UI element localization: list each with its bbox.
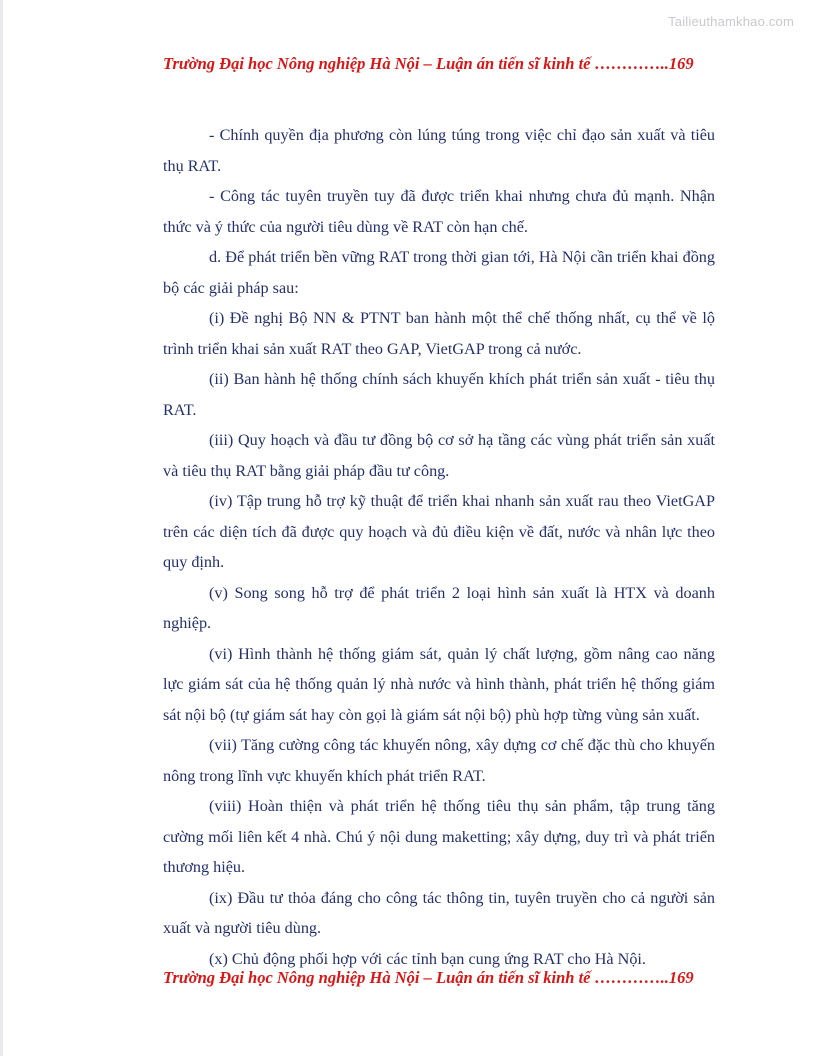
paragraph: (i) Đề nghị Bộ NN & PTNT ban hành một thể chế thống nhất, cụ thể về lộ trình triển khai sản xuất RAT theo GAP, VietGAP trong cả nước. [163,309,715,358]
paragraph: - Công tác tuyên truyền tuy đã được triển khai nhưng chưa đủ mạnh. Nhận thức và ý thức của người tiêu dùng về RAT còn hạn chế. [163,187,715,236]
page-footer: Trường Đại học Nông nghiệp Hà Nội – Luận án tiến sĩ kinh tế …………..169 [163,968,694,987]
paragraph: (ii) Ban hành hệ thống chính sách khuyến khích phát triển sản xuất - tiêu thụ RAT. [163,370,715,419]
paragraph: d. Để phát triển bền vững RAT trong thời gian tới, Hà Nội cần triển khai đồng bộ các giải pháp sau: [163,248,715,297]
paragraph: (ix) Đầu tư thỏa đáng cho công tác thông tin, tuyên truyền cho cả người sản xuất và người tiêu dùng. [163,888,715,937]
page-header: Trường Đại học Nông nghiệp Hà Nội – Luận án tiến sĩ kinh tế …………..169 [163,54,694,73]
paragraph: (iii) Quy hoạch và đầu tư đồng bộ cơ sở hạ tầng các vùng phát triển sản xuất và tiêu thụ RAT bằng giải pháp đầu tư công. [163,431,715,480]
paragraph: (viii) Hoàn thiện và phát triển hệ thống tiêu thụ sản phẩm, tập trung tăng cường mối liên kết 4 nhà. Chú ý nội dung maketting; xây dựng, duy trì và phát triển thương hiệu. [163,797,715,876]
paragraph: - Chính quyền địa phương còn lúng túng trong việc chỉ đạo sản xuất và tiêu thụ RAT. [163,126,715,175]
paragraph: (v) Song song hỗ trợ để phát triển 2 loại hình sản xuất là HTX và doanh nghiệp. [163,583,715,632]
paragraph: (iv) Tập trung hỗ trợ kỹ thuật để triển khai nhanh sản xuất rau theo VietGAP trên các diện tích đã được quy hoạch và đủ điều kiện về đất, nước và nhân lực theo quy định. [163,492,715,571]
document-body [163,120,715,974]
watermark-text: Tailieuthamkhao.com [668,14,794,29]
paragraph: (x) Chủ động phối hợp với các tỉnh bạn cung ứng RAT cho Hà Nội. [209,949,646,968]
paragraph: (vii) Tăng cường công tác khuyến nông, xây dựng cơ chế đặc thù cho khuyến nông trong lĩnh vực khuyến khích phát triển RAT. [163,736,715,785]
paragraph: (vi) Hình thành hệ thống giám sát, quản lý chất lượng, gồm nâng cao năng lực giám sát của hệ thống quản lý nhà nước và hình thành, phát triển hệ thống giám sát nội bộ (tự giám sát hay còn gọi là giám sát nội bộ) phù hợp từng vùng sản xuất. [163,644,715,724]
